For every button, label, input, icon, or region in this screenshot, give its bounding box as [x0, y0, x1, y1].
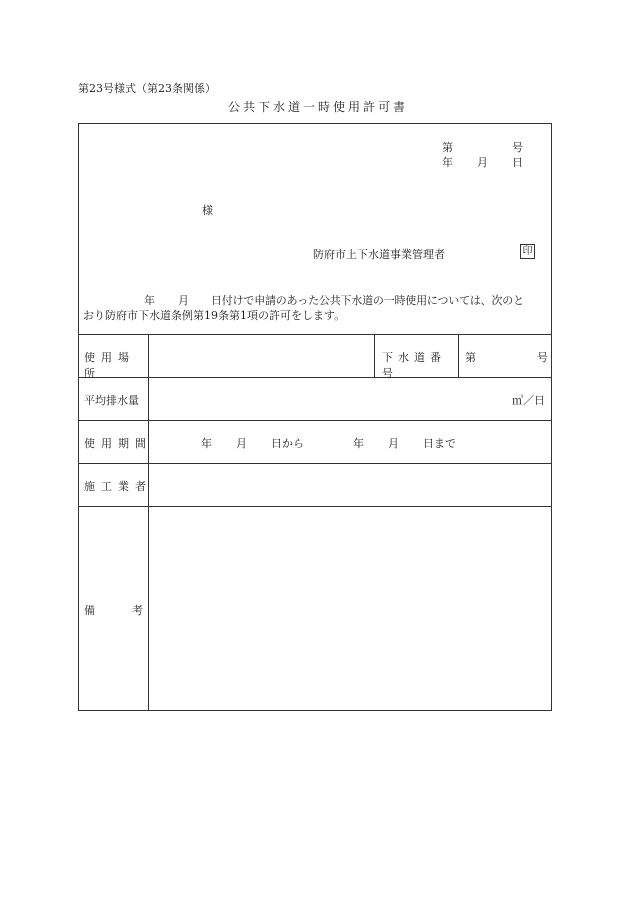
table-rule — [78, 463, 552, 464]
date-day: 日 — [512, 156, 523, 169]
date-year: 年 — [442, 156, 453, 169]
body-text-line2: おり防府市下水道条例第19条第1項の許可をします。 — [83, 309, 346, 322]
form-number: 第23号様式（第23条関係） — [78, 82, 216, 95]
sewer-number-label — [382, 349, 454, 381]
table-rule — [78, 506, 552, 507]
addressee-suffix: 様 — [202, 204, 213, 217]
period-end-year: 年 — [353, 437, 364, 450]
table-rule — [78, 334, 552, 335]
label-column-rule — [148, 334, 149, 711]
permit-number-prefix: 第 — [442, 141, 453, 154]
permit-number-suffix: 号 — [512, 141, 523, 154]
period-start-year: 年 — [201, 437, 212, 450]
period-end-day: 日まで — [423, 437, 456, 450]
sewer-number-prefix: 第 — [465, 351, 476, 364]
drainage-unit: ㎥／日 — [512, 394, 545, 407]
drainage-label: 平均排水量 — [84, 394, 139, 407]
page-title: 公共下水道一時使用許可書 — [228, 100, 409, 114]
sewer-number-label-text: 下水道番号 — [382, 351, 446, 380]
period-end-month: 月 — [388, 437, 399, 450]
date-month: 月 — [477, 156, 488, 169]
contractor-label: 施工業者 — [84, 480, 152, 493]
body-month: 月 — [178, 294, 189, 307]
sewer-number-suffix: 号 — [537, 351, 548, 364]
permit-frame — [78, 123, 552, 711]
body-year: 年 — [144, 294, 155, 307]
location-label — [84, 349, 144, 381]
table-rule — [78, 420, 552, 421]
issuer-name: 防府市上下水道事業管理者 — [313, 248, 445, 261]
body-text-line1: 日付けで申請のあった公共下水道の一時使用については、次のと — [211, 294, 524, 307]
sewer-value-rule — [458, 334, 459, 377]
remarks-label-second: 考 — [132, 604, 143, 617]
period-start-month: 月 — [236, 437, 247, 450]
location-label-text: 使用場所 — [84, 351, 135, 380]
period-start-day: 日から — [271, 437, 304, 450]
table-rule — [78, 377, 552, 378]
sewer-column-rule — [374, 334, 375, 377]
remarks-label-first: 備 — [84, 604, 95, 617]
period-label: 使用期間 — [84, 437, 152, 450]
seal-mark: 印 — [520, 244, 535, 259]
